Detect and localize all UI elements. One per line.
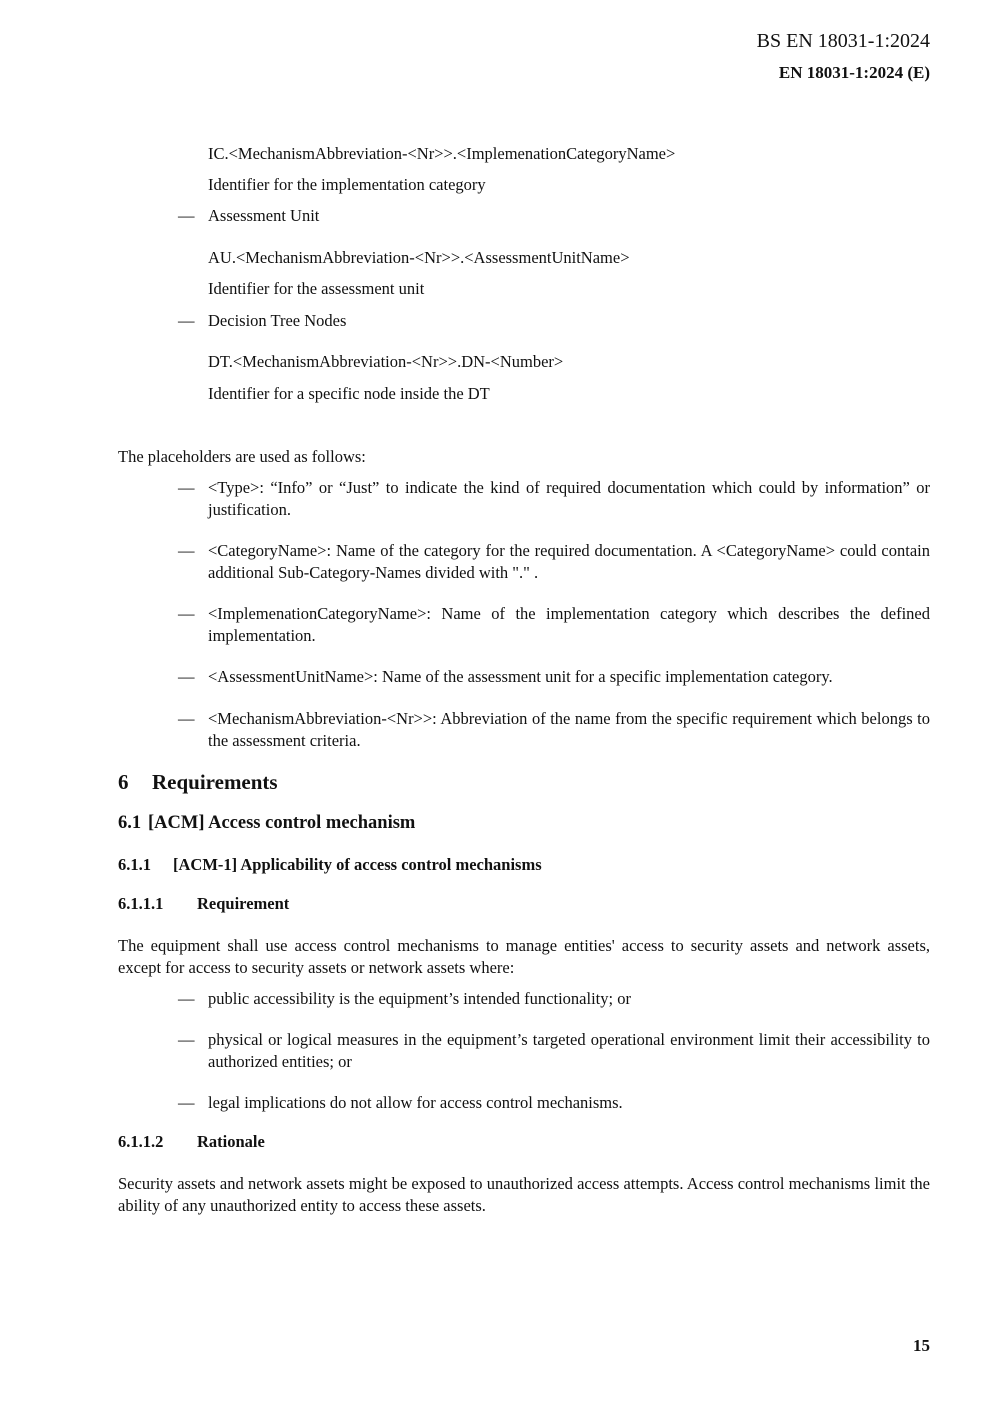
heading-section-6-1-1-1 bbox=[118, 894, 289, 914]
bullet-dash: — bbox=[178, 311, 195, 330]
requirement-item: public accessibility is the equipment’s intended functionality; or bbox=[208, 989, 631, 1008]
bullet-dash: — bbox=[178, 604, 195, 623]
identifier-pattern-au: AU.<MechanismAbbreviation-<Nr>>.<AssessmentUnitName> bbox=[208, 248, 630, 267]
bullet-dash: — bbox=[178, 478, 195, 497]
identifier-bullet-dt: Decision Tree Nodes bbox=[208, 311, 347, 330]
heading-number: 6.1.1.1 bbox=[118, 894, 164, 913]
identifier-description-ic: Identifier for the implementation category bbox=[208, 175, 486, 194]
placeholders-intro: The placeholders are used as follows: bbox=[118, 447, 366, 466]
placeholder-item-assessment-unit: <AssessmentUnitName>: Name of the assessment unit for a specific implementation category. bbox=[208, 667, 833, 686]
heading-title: Rationale bbox=[197, 1132, 265, 1151]
heading-number: 6.1.1.2 bbox=[118, 1132, 164, 1151]
bullet-dash: — bbox=[178, 709, 195, 728]
heading-section-6-1-1-2 bbox=[118, 1132, 265, 1152]
bullet-dash: — bbox=[178, 541, 195, 560]
heading-title: Requirement bbox=[197, 894, 290, 913]
requirement-item: legal implications do not allow for access control mechanisms. bbox=[208, 1093, 623, 1112]
identifier-pattern-ic: IC.<MechanismAbbreviation-<Nr>>.<ImplemenationCategoryName> bbox=[208, 144, 676, 163]
page-number: 15 bbox=[913, 1336, 930, 1355]
heading-section-6 bbox=[118, 770, 278, 795]
identifier-bullet-au: Assessment Unit bbox=[208, 206, 320, 225]
heading-number: 6.1 bbox=[118, 813, 142, 833]
placeholder-item-implementation-category: <ImplemenationCategoryName>: Name of the implementation category which describes the defined implementation. bbox=[208, 604, 930, 645]
bullet-dash: — bbox=[178, 1093, 195, 1112]
bullet-dash: — bbox=[178, 206, 195, 225]
identifier-description-dt: Identifier for a specific node inside the DT bbox=[208, 384, 490, 403]
standard-id-lang: EN 18031-1:2024 (E) bbox=[778, 63, 930, 82]
heading-section-6-1-1 bbox=[118, 855, 542, 875]
requirement-item: physical or logical measures in the equipment’s targeted operational environment limit their accessibility to authorized entities; or bbox=[208, 1030, 930, 1071]
rationale-paragraph: Security assets and network assets might be exposed to unauthorized access attempts. Access control mechanisms limit the ability of any unauthorized entity to access these assets. bbox=[118, 1174, 930, 1215]
standard-id: BS EN 18031-1:2024 bbox=[756, 30, 930, 52]
heading-title: Requirements bbox=[152, 770, 278, 794]
requirement-paragraph: The equipment shall use access control mechanisms to manage entities' access to security assets and network assets, except for access to security assets or network assets where: bbox=[118, 936, 930, 977]
heading-title: [ACM] Access control mechanism bbox=[148, 813, 416, 833]
heading-title: [ACM-1] Applicability of access control mechanisms bbox=[173, 855, 542, 874]
bullet-dash: — bbox=[178, 989, 195, 1008]
identifier-description-au: Identifier for the assessment unit bbox=[208, 279, 425, 298]
bullet-dash: — bbox=[178, 667, 195, 686]
placeholder-item-category-name: <CategoryName>: Name of the category for the required documentation. A <CategoryName> could contain additional Sub-Category-Names divided with "." . bbox=[208, 541, 930, 582]
heading-number: 6.1.1 bbox=[118, 855, 151, 874]
identifier-pattern-dt: DT.<MechanismAbbreviation-<Nr>>.DN-<Number> bbox=[208, 352, 564, 371]
heading-number: 6 bbox=[118, 770, 129, 794]
bullet-dash: — bbox=[178, 1030, 195, 1049]
heading-section-6-1 bbox=[118, 813, 415, 834]
placeholder-item-type: <Type>: “Info” or “Just” to indicate the kind of required documentation which could by information” or justification. bbox=[208, 478, 930, 519]
placeholder-item-mechanism-abbreviation: <MechanismAbbreviation-<Nr>>: Abbreviation of the name from the specific requirement which belongs to the assessment criteria. bbox=[208, 709, 930, 750]
